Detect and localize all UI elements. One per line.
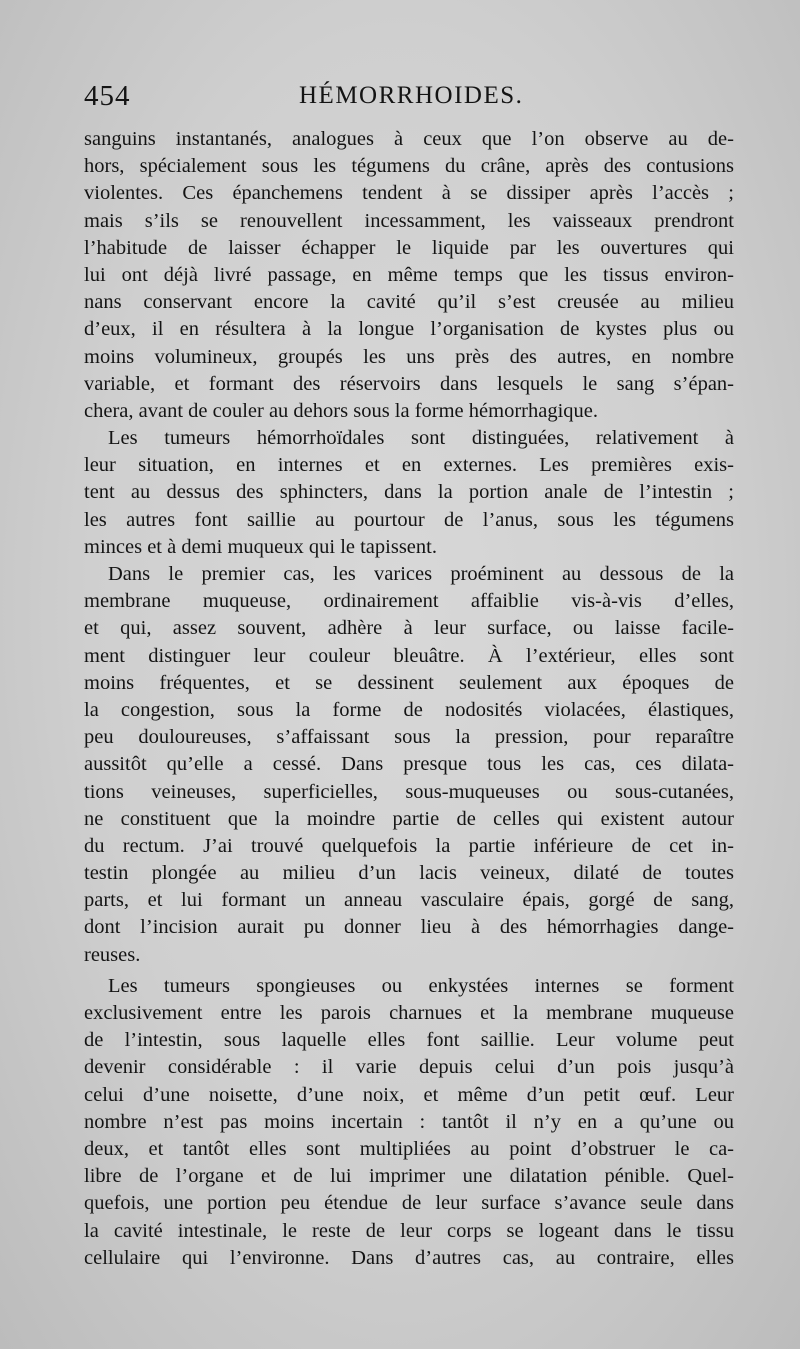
text-line: sanguins instantanés, analogues à ceux que l’on observe au de- [84,128,734,150]
text-line: devenir considérable : il varie depuis celui d’un pois jusqu’à [84,1056,734,1079]
text-line: aussitôt qu’elle a cessé. Dans presque tous les cas, ces dilata- [84,753,734,776]
text-line: cellulaire qui l’environne. Dans d’autres cas, au contraire, elles [84,1246,734,1269]
text-line: minces et à demi muqueux qui le tapissent. [84,535,437,558]
paragraph-tumeurs-situation [84,425,734,561]
text-line: peu douloureuses, s’affaissant sous la pression, pour reparaître [84,726,734,749]
text-line: celui d’une noisette, d’une noix, et même d’un petit œuf. Leur [84,1083,734,1106]
text-line: hors, spécialement sous les tégumens du crâne, après des contusions [84,155,734,178]
paragraph-continuation [84,126,734,425]
text-line: l’habitude de laisser échapper le liquide par les ouvertures qui [84,236,734,259]
text-line: moins fréquentes, et se dessinent seulement aux époques de [84,671,734,694]
page-number: 454 [84,80,131,112]
text-line: ment distinguer leur couleur bleuâtre. À l’extérieur, elles sont [84,644,734,667]
text-line: nombre n’est pas moins incertain : tantôt il n’y en a qu’une ou [84,1110,734,1133]
text-line: les autres font saillie au pourtour de l’anus, sous les tégumens [84,508,734,531]
text-line: ne constituent que la moindre partie de celles qui existent autour [84,807,734,830]
text-line: moins volumineux, groupés les uns près des autres, en nombre [84,345,734,368]
text-line: leur situation, en internes et en externes. Les premières exis- [84,454,734,477]
paragraph-tumeurs-spongieuses [84,973,734,1272]
text-line: nans conservant encore la cavité qu’il s’est creusée au milieu [84,291,734,314]
text-line: la congestion, sous la forme de nodosités violacées, élastiques, [84,698,734,721]
running-title: HÉMORRHOIDES. [299,82,524,109]
text-line: violentes. Ces épanchemens tendent à se dissiper après l’accès ; [84,182,734,205]
page-header [84,80,744,120]
text-line: tent au dessus des sphincters, dans la portion anale de l’intestin ; [84,481,734,504]
text-line: du rectum. J’ai trouvé quelquefois la partie inférieure de cet in- [84,834,734,857]
text-line: la cavité intestinale, le reste de leur corps se logeant dans le tissu [84,1219,734,1242]
text-line: testin plongée au milieu d’un lacis veineux, dilaté de toutes [84,862,734,885]
text-line: Les tumeurs hémorrhoïdales sont distinguées, relativement à [108,427,734,450]
page-body [84,126,734,1272]
text-line: membrane muqueuse, ordinairement affaiblie vis-à-vis d’elles, [84,590,734,613]
text-line: Dans le premier cas, les varices proéminent au dessous de la [108,563,734,585]
text-line: et qui, assez souvent, adhère à leur surface, ou laisse facile- [84,617,734,640]
text-line: Les tumeurs spongieuses ou enkystées internes se forment [108,974,734,997]
text-line: parts, et lui formant un anneau vasculaire épais, gorgé de sang, [84,889,734,912]
text-line: reuses. [84,943,141,966]
text-line: de l’intestin, sous laquelle elles font saillie. Leur volume peut [84,1029,734,1052]
text-line: d’eux, il en résultera à la longue l’organisation de kystes plus ou [84,318,734,341]
text-line: exclusivement entre les parois charnues et la membrane muqueuse [84,1002,734,1024]
text-line: tions veineuses, superficielles, sous-muqueuses ou sous-cutanées, [84,780,734,803]
text-line: deux, et tantôt elles sont multipliées au point d’obstruer le ca- [84,1137,734,1160]
text-line: mais s’ils se renouvellent incessamment, les vaisseaux prendront [84,209,734,232]
text-line: quefois, une portion peu étendue de leur surface s’avance seule dans [84,1192,734,1215]
text-line: variable, et formant des réservoirs dans lesquels le sang s’épan- [84,372,734,395]
text-line: dont l’incision aurait pu donner lieu à des hémorrhagies dange- [84,916,734,939]
text-line: lui ont déjà livré passage, en même temps que les tissus environ- [84,263,734,286]
paragraph-premier-cas [84,561,734,969]
text-line: libre de l’organe et de lui imprimer une dilatation pénible. Quel- [84,1165,734,1188]
text-line: chera, avant de couler au dehors sous la forme hémorrhagique. [84,399,599,422]
